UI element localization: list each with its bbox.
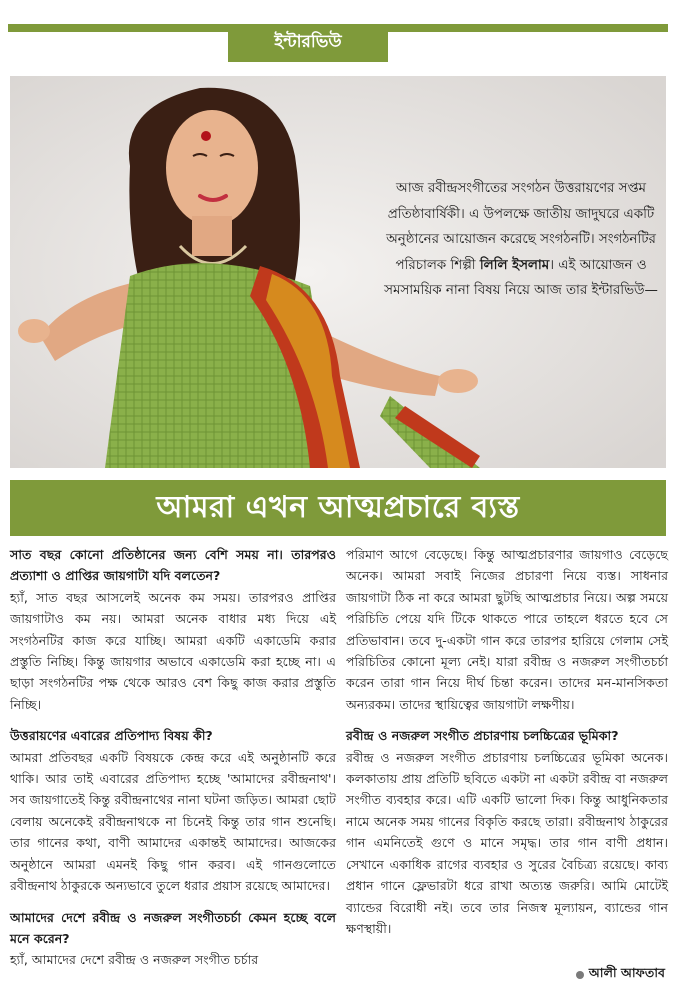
headline-bar bbox=[10, 480, 666, 536]
intro-text bbox=[372, 176, 666, 304]
answer-1: হ্যাঁ, সাত বছর আসলেই অনেক কম সময়। তারপরও প্রাপ্তির জায়গাটাও কম নয়। আমরা অনেক বাধার মধ্য দিয়ে এই সংগঠনটির কাজ করে যাচ্ছি। আমরা একটি একাডেমি করার প্রস্তুতি নিচ্ছি। কিন্তু জায়গার অভাবে একাডেমি করা হচ্ছে না। এ ছাড়া সংগঠনটির পক্ষ থেকে আরও বেশ কিছু কাজ করার প্রস্তুতি নিচ্ছি। bbox=[10, 589, 336, 712]
answer-4: রবীন্দ্র ও নজরুল সংগীত প্রচারণায় চলচ্চিত্রের ভূমিকা অনেক। কলকাতায় প্রায় প্রতিটি ছবিতে একটা না একটা রবীন্দ্র বা নজরুল সংগীত ব্যবহার করে। এটি একটি ভালো দিক। কিন্তু আধুনিকতার নামে অনেক সময় গানের বিকৃতি করছে তারা। রবীন্দ্রনাথ ঠাকুরের গান এমনিতেই গুণে ও মানে সমৃদ্ধ। তার গান বাণী প্রধান। সেখানে একাধিক রাগের ব্যবহার ও সুরের বৈচিত্র্য রয়েছে। কাব্য প্রধান গানে ফ্লেভারটা ধরে রাখা অত্যন্ত জরুরি। আমি মোটেই ব্যান্ডের বিরোধী নই। তবে তার নিজস্ব মূল্যায়ন, ব্যান্ডের গান ক্ষণস্থায়ী। bbox=[346, 749, 668, 936]
answer-2: আমরা প্রতিবছর একটি বিষয়কে কেন্দ্র করে এই অনুষ্ঠানটি করে থাকি। আর তাই এবারের প্রতিপাদ্য হচ্ছে 'আমাদের রবীন্দ্রনাথ'। সব জায়গাতেই কিন্তু রবীন্দ্রনাথের নানা ঘটনা জড়িত। আমরা ছোট বেলায় অনেকেই রবীন্দ্রনাথকে না চিনেই কিন্তু তার গান শুনেছি। তার গানের কথা, বাণী আমাদের একান্তই আমাদের। আজকের অনুষ্ঠানে আমরা এমনই কিছু গান করব। এই গানগুলোতে রবীন্দ্রনাথ ঠাকুরকে অন্যভাবে তুলে ধরার প্রয়াস রয়েছে আমাদের। bbox=[10, 749, 336, 894]
intro-text-after: । এই আয়োজন ও সমসাময়িক নানা বিষয় নিয়ে আজ তার ইন্টারভিউ— bbox=[384, 257, 658, 298]
answer-3: হ্যাঁ, আমাদের দেশে রবীন্দ্র ও নজরুল সংগীত চর্চার bbox=[10, 952, 259, 968]
interviewee-name: লিলি ইসলাম bbox=[479, 257, 550, 273]
section-label: ইন্টারভিউ bbox=[228, 24, 388, 62]
right-column bbox=[346, 544, 668, 949]
question-1: সাত বছর কোনো প্রতিষ্ঠানের জন্য বেশি সময় না। তারপরও প্রত্যাশা ও প্রাপ্তির জায়গাটা যদি বলতেন? bbox=[10, 547, 336, 584]
hero-photo bbox=[10, 76, 666, 468]
author-name: আলী আফতাব bbox=[588, 965, 665, 980]
question-4: রবীন্দ্র ও নজরুল সংগীত প্রচারণায় চলচ্চিত্রের ভূমিকা? bbox=[346, 728, 619, 744]
left-column bbox=[10, 544, 336, 981]
byline bbox=[576, 965, 665, 985]
question-2: উত্তরায়ণের এবারের প্রতিপাদ্য বিষয় কী? bbox=[10, 728, 213, 744]
intro-text-before: আজ রবীন্দ্রসংগীতের সংগঠন উত্তরায়ণের সপ্তম প্রতিষ্ঠাবার্ষিকী। এ উপলক্ষে জাতীয় জাদুঘরে একটি অনুষ্ঠানের আয়োজন করেছে সংগঠনটি। সংগঠনটির পরিচালক শিল্পী bbox=[386, 181, 656, 273]
headline: আমরা এখন আত্মপ্রচারে ব্যস্ত bbox=[156, 489, 520, 525]
question-3: আমাদের দেশে রবীন্দ্র ও নজরুল সংগীতচর্চা কেমন হচ্ছে বলে মনে করেন? bbox=[10, 909, 336, 946]
bullet-icon bbox=[576, 971, 584, 979]
answer-3-continued: পরিমাণ আগে বেড়েছে। কিন্তু আত্মপ্রচারণার জায়গাও বেড়েছে অনেক। আমরা সবাই নিজের প্রচারণা নিয়ে ব্যস্ত। সাধনার জায়গাটা ঠিক না করে আমরা ছুটছি আত্মপ্রচার নিয়ে। অল্প সময়ে পরিচিতি পেয়ে যদি টিকে থাকতে পারে তাহলে ধরতে হবে সে প্রতিভাবান। তবে দু-একটা গান করে তারপর হারিয়ে গেলাম সেই পরিচিতির কোনো মূল্য নেই। যারা রবীন্দ্র ও নজরুল সংগীতচর্চা করেন তারা গান নিয়ে দীর্ঘ চিন্তা করেন। তাদের মন-মানসিকতা অন্যরকম। তাদের স্থায়িত্বের জায়গাটা লক্ষণীয়। bbox=[346, 547, 668, 712]
